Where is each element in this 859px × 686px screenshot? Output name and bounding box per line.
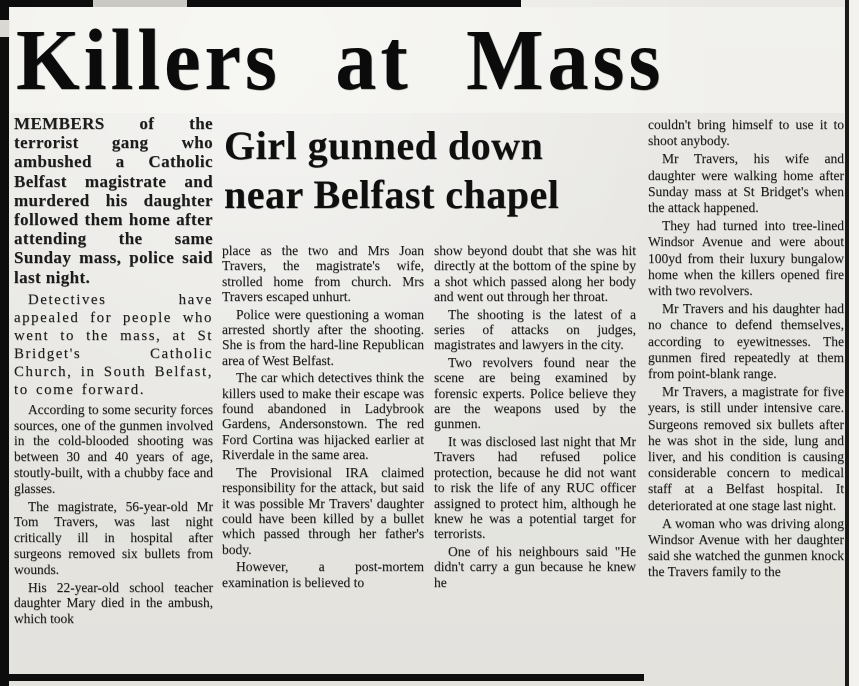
article-paragraph: According to some security forces sources, one of the gunmen involved in the cold-blooded shooting was between 30 and 40 years of age, stoutly-built, with a chubby face and glasses.	[14, 401, 213, 496]
clipping-left-border-gap	[0, 20, 9, 37]
sub-headline	[224, 122, 636, 220]
article-paragraph: The shooting is the latest of a series of attacks on judges, magistrates and lawyers in the city.	[434, 306, 636, 353]
article-paragraph: Mr Travers, his wife and daughter were walking home after Sunday mass at St Bridget's when the attack happened.	[648, 151, 844, 216]
article-paragraph: Mr Travers and his daughter had no chance to defend themselves, according to eyewitnesses. The gunmen fired repeatedly at them from point-blank range.	[648, 301, 844, 382]
article-paragraph: The car which detectives think the killers used to make their escape was found abandoned in Ladybrook Gardens, Andersonstown. The red Ford Cortina was hijacked earlier at Riverdale in the same area.	[222, 370, 424, 463]
article-paragraph: place as the two and Mrs Joan Travers, the magistrate's wife, strolled home from church. Mrs Travers escaped unhurt.	[222, 243, 424, 305]
article-paragraph: His 22-year-old school teacher daughter Mary died in the ambush, which took	[14, 579, 213, 627]
main-headline: Killers at Mass	[16, 11, 665, 109]
article-paragraph: Two revolvers found near the scene are being examined by forensic experts. Police believe they are the weapons used by the gunmen.	[434, 354, 636, 432]
lead-paragraph: MEMBERS of the terrorist gang who ambushed a Catholic Belfast magistrate and murdered his daughter followed them home after attending the same Sunday mass, police said last night.	[14, 114, 213, 287]
article-paragraph: Detectives have appealed for people who went to the mass, at St Bridget's Catholic Church, in South Belfast, to come forward.	[14, 291, 213, 398]
bottom-rule	[0, 674, 644, 681]
article-paragraph: show beyond doubt that she was hit directly at the bottom of the spine by a shot which passed along her body and went out through her throat.	[434, 243, 636, 305]
article-paragraph: They had turned into tree-lined Windsor Avenue and were about 100yd from their luxury bungalow home when the killers opened fire with two revolvers.	[648, 218, 844, 299]
article-paragraph: A woman who was driving along Windsor Avenue with her daughter said she watched the gunmen knock the Travers family to the	[648, 515, 844, 580]
clipping-top-border-gap	[93, 0, 187, 7]
article-column-4	[648, 117, 844, 581]
article-column-1	[14, 114, 213, 627]
article-paragraph: It was disclosed last night that Mr Travers had refused police protection, because he did not want to risk the life of any RUC officer assigned to protect him, although he knew he was a potential target for terrorists.	[434, 433, 636, 542]
clipping-top-border	[0, 0, 521, 7]
article-paragraph: The Provisional IRA claimed responsibility for the attack, but said it was possible Mr Travers' daughter could have been killed by a bullet which passed through her father's body.	[222, 464, 424, 557]
article-paragraph: couldn't bring himself to use it to shoot anybody.	[648, 117, 844, 149]
clipping-left-border	[0, 0, 9, 686]
article-paragraph: One of his neighbours said "He didn't carry a gun because he knew he	[434, 543, 636, 590]
page-right-margin	[849, 0, 859, 686]
article-paragraph: The magistrate, 56-year-old Mr Tom Travers, was last night critically ill in hospital after surgeons removed six bullets from wounds.	[14, 498, 213, 577]
article-paragraph: However, a post-mortem examination is believed to	[222, 559, 424, 590]
article-paragraph: Mr Travers, a magistrate for five years, is still under intensive care. Surgeons removed six bullets after he was shot in the side, lung and liver, and his condition is causing considerable concern to medical staff at a Belfast hospital. It deteriorated at one stage last night.	[648, 384, 844, 513]
article-paragraph: Police were questioning a woman arrested shortly after the shooting. She is from the hard-line Republican area of West Belfast.	[222, 306, 424, 368]
article-column-2	[222, 243, 424, 590]
sub-headline-line-2: near Belfast chapel	[224, 171, 560, 217]
sub-headline-line-1: Girl gunned down	[224, 123, 544, 168]
article-column-3	[434, 243, 636, 590]
